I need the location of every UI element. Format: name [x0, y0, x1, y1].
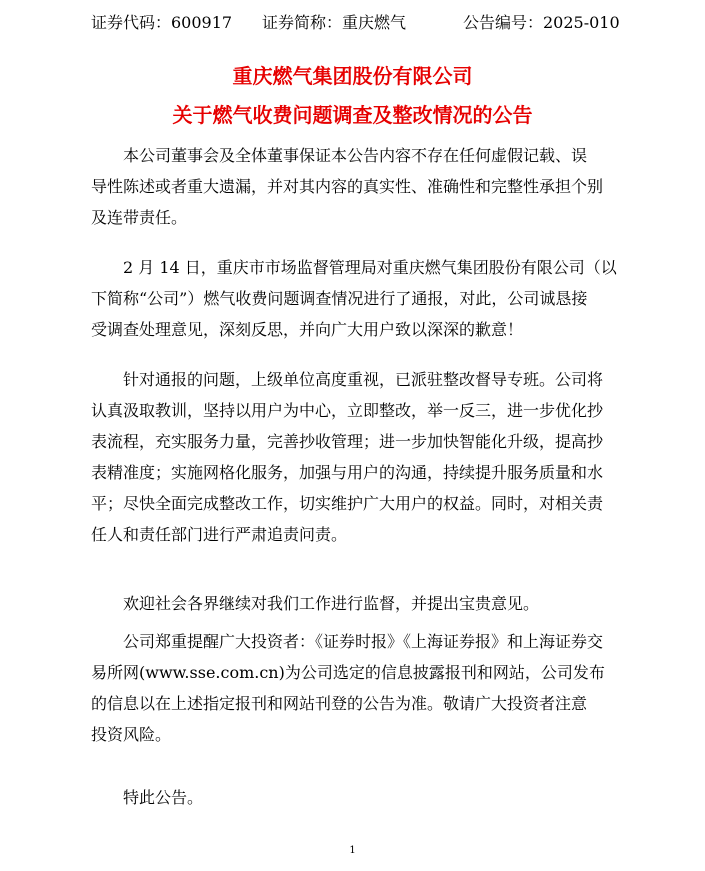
announcement-number: 公告编号：2025-010: [463, 13, 620, 32]
paragraph-line: 导性陈述或者重大遗漏，并对其内容的真实性、准确性和完整性承担个别: [91, 177, 604, 196]
paragraph-investor-reminder: [91, 626, 619, 750]
paragraph-line: 投资风险。: [91, 725, 172, 744]
paragraph-line: 受调查处理意见，深刻反思，并向广大用户致以深深的歉意！: [91, 320, 524, 339]
paragraph-line: 表精准度；实施网格化服务，加强与用户的沟通，持续提升服务质量和水: [91, 463, 604, 482]
paragraph-line: 平；尽快全面完成整改工作，切实维护广大用户的权益。同时，对相关责: [91, 494, 604, 513]
stock-name: 证券简称：重庆燃气: [262, 13, 407, 32]
paragraph-line: 下简称“公司”）燃气收费问题调查情况进行了通报，对此，公司诚恳接: [91, 289, 588, 308]
paragraph-line: 任人和责任部门进行严肃追责问责。: [91, 525, 348, 544]
paragraph-line: 认真汲取教训，坚持以用户为中心，立即整改，举一反三，进一步优化抄: [91, 401, 604, 420]
paragraph-line: 2 月 14 日，重庆市市场监督管理局对重庆燃气集团股份有限公司（以: [123, 258, 617, 277]
stock-code: 证券代码：600917: [91, 13, 233, 32]
paragraph-line: 的信息以在上述指定报刊和网站刊登的公告为准。敬请广大投资者注意: [91, 694, 588, 713]
paragraph-notice: [91, 252, 619, 345]
paragraph-line: 本公司董事会及全体董事保证本公告内容不存在任何虚假记载、误: [123, 146, 588, 165]
document-header: [91, 11, 621, 35]
paragraph-welcome: [91, 588, 619, 619]
paragraph-line: 公司郑重提醒广大投资者：《证券时报》《上海证券报》和上海证券交: [123, 632, 604, 651]
paragraph-closing: [91, 782, 619, 813]
paragraph-line: 表流程，充实服务力量，完善抄收管理；进一步加快智能化升级，提高抄: [91, 432, 604, 451]
announcement-subject: 关于燃气收费问题调查及整改情况的公告: [172, 103, 533, 127]
page-number: 1: [349, 845, 356, 856]
paragraph-line: 易所网(www.sse.com.cn)为公司选定的信息披露报刊和网站，公司发布: [91, 663, 605, 682]
paragraph-line: 特此公告。: [123, 788, 204, 807]
paragraph-line: 欢迎社会各界继续对我们工作进行监督，并提出宝贵意见。: [123, 594, 540, 613]
paragraph-rectification: [91, 364, 619, 550]
paragraph-disclaimer: [91, 140, 619, 233]
paragraph-line: 及连带责任。: [91, 208, 188, 227]
company-title: 重庆燃气集团股份有限公司: [232, 64, 473, 88]
paragraph-line: 针对通报的问题，上级单位高度重视，已派驻整改督导专班。公司将: [123, 370, 604, 389]
